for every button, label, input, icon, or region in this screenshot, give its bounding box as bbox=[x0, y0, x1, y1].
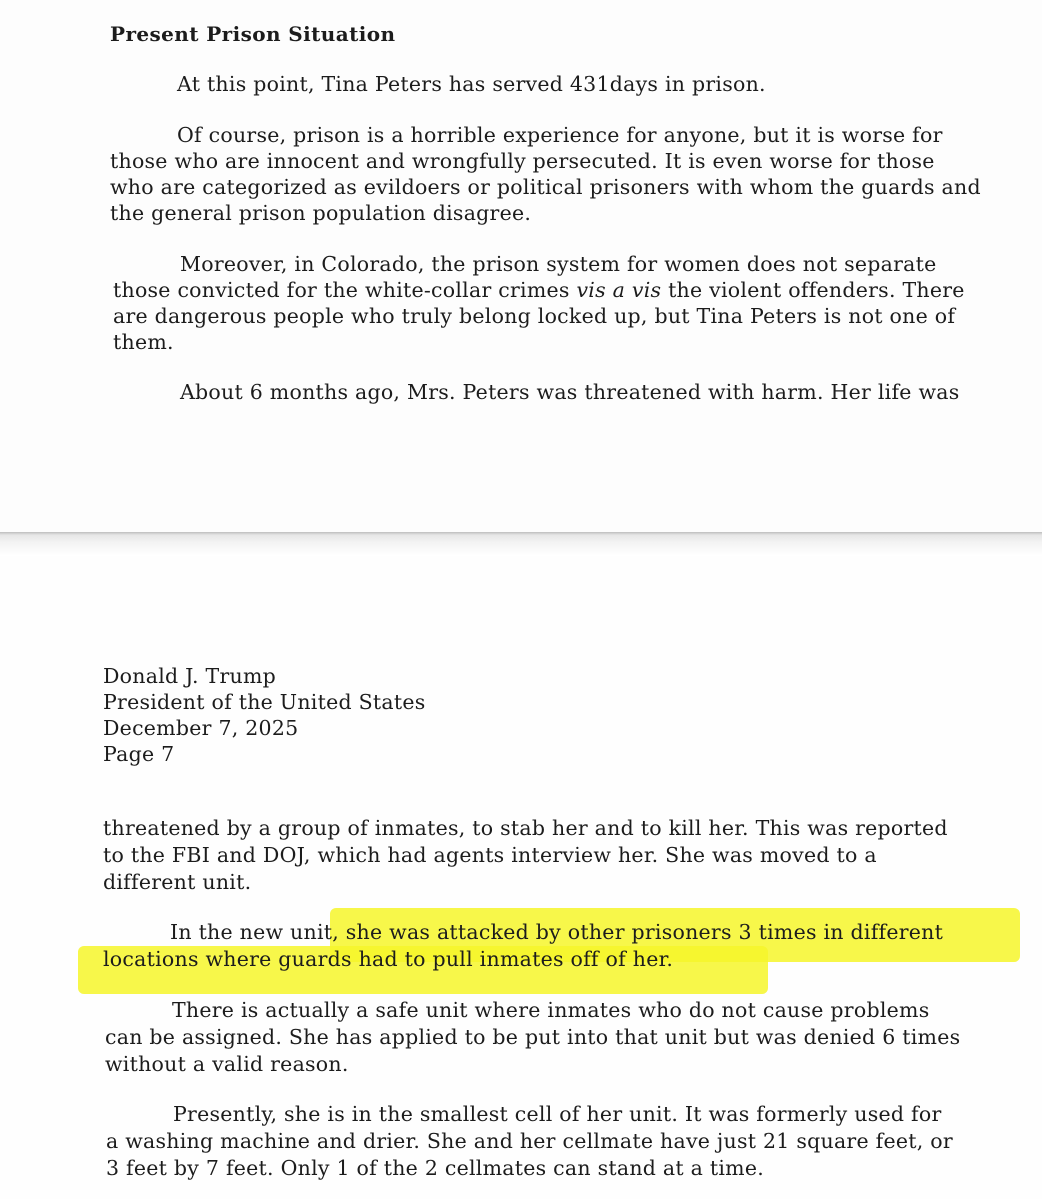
paragraph-line: Of course, prison is a horrible experience for anyone, but it is worse for bbox=[177, 123, 943, 147]
paragraph-line: the general prison population disagree. bbox=[110, 201, 532, 225]
highlighted-line: locations where guards had to pull inmates off of her. bbox=[103, 947, 674, 971]
page-number: Page 7 bbox=[103, 742, 175, 766]
paragraph-line: are dangerous people who truly belong locked up, but Tina Peters is not one of bbox=[113, 304, 956, 328]
paragraph-line: them. bbox=[113, 330, 174, 354]
line-text: those convicted for the white-collar crimes bbox=[113, 278, 577, 302]
paragraph-line: who are categorized as evildoers or political prisoners with whom the guards and bbox=[110, 175, 981, 199]
recipient-name: Donald J. Trump bbox=[103, 664, 277, 688]
page-separator bbox=[0, 532, 1042, 556]
document-page-bottom bbox=[0, 556, 1042, 1199]
paragraph-line: About 6 months ago, Mrs. Peters was threatened with harm. Her life was bbox=[180, 380, 960, 404]
paragraph-line: those who are innocent and wrongfully persecuted. It is even worse for those bbox=[110, 149, 935, 173]
section-heading: Present Prison Situation bbox=[110, 22, 396, 46]
paragraph-line: to the FBI and DOJ, which had agents interview her. She was moved to a bbox=[103, 843, 877, 867]
paragraph-line: At this point, Tina Peters has served 431days in prison. bbox=[177, 72, 766, 96]
paragraph-line: threatened by a group of inmates, to stab her and to kill her. This was reported bbox=[103, 816, 948, 840]
paragraph-line bbox=[113, 280, 965, 301]
document-page-top bbox=[0, 0, 1042, 532]
paragraph-line: can be assigned. She has applied to be put into that unit but was denied 6 times bbox=[105, 1025, 961, 1049]
paragraph-line: different unit. bbox=[103, 870, 252, 894]
italic-phrase: vis a vis bbox=[576, 278, 662, 302]
letter-date: December 7, 2025 bbox=[103, 716, 299, 740]
paragraph-line: a washing machine and drier. She and her cellmate have just 21 square feet, or bbox=[106, 1129, 953, 1153]
paragraph-line: Presently, she is in the smallest cell of her unit. It was formerly used for bbox=[173, 1102, 942, 1126]
highlighted-line: In the new unit, she was attacked by other prisoners 3 times in different bbox=[170, 920, 944, 944]
recipient-title: President of the United States bbox=[103, 690, 426, 714]
paragraph-line: without a valid reason. bbox=[105, 1052, 349, 1076]
paragraph-line: 3 feet by 7 feet. Only 1 of the 2 cellmates can stand at a time. bbox=[106, 1156, 765, 1180]
line-text: the violent offenders. There bbox=[661, 278, 965, 302]
paragraph-line: Moreover, in Colorado, the prison system for women does not separate bbox=[180, 252, 937, 276]
paragraph-line: There is actually a safe unit where inmates who do not cause problems bbox=[172, 998, 930, 1022]
